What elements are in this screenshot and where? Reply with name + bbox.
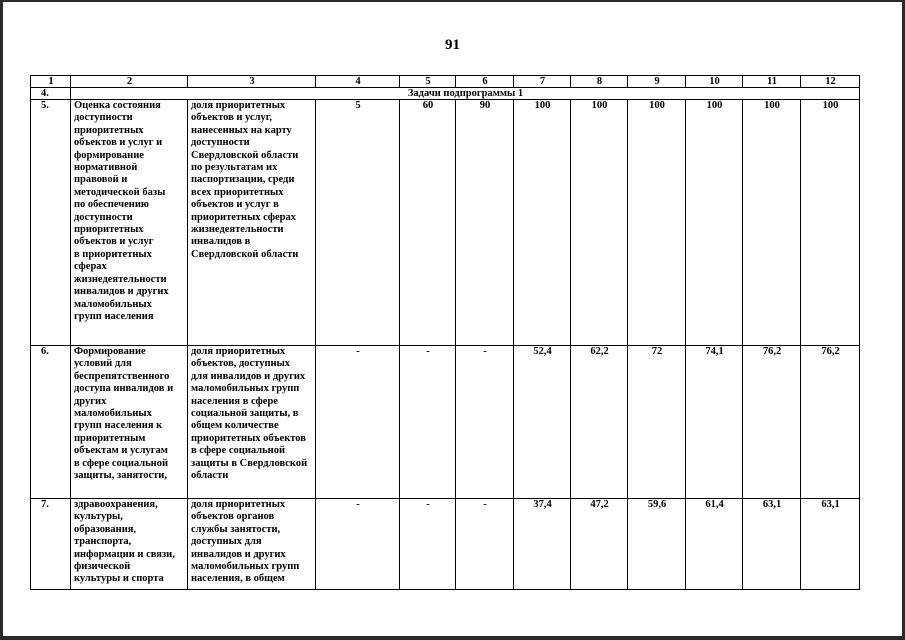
row-number: 6. [31, 346, 71, 499]
indicator-description: доля приоритетных объектов органов службы занятости, доступных для инвалидов и других маломобильных групп населения, в общем [188, 499, 316, 590]
header-cell: 7 [514, 76, 571, 88]
value-cell: 100 [514, 100, 571, 346]
value-cell: 62,2 [571, 346, 628, 499]
value-cell: 61,4 [686, 499, 743, 590]
value-cell: 90 [456, 100, 514, 346]
row-number: 4. [31, 88, 71, 100]
header-cell: 6 [456, 76, 514, 88]
value-cell: 60 [400, 100, 456, 346]
section-row [31, 88, 860, 100]
value-cell: 47,2 [571, 499, 628, 590]
value-cell: 63,1 [743, 499, 801, 590]
header-cell: 12 [801, 76, 860, 88]
header-cell: 5 [400, 76, 456, 88]
table-row [31, 100, 860, 346]
header-cell: 4 [316, 76, 400, 88]
value-cell: 100 [686, 100, 743, 346]
value-cell: - [316, 346, 400, 499]
value-cell: 63,1 [801, 499, 860, 590]
indicator-description: доля приоритетных объектов и услуг, нанесенных на карту доступности Свердловской области по результатам их паспортизации, среди всех приоритетных объектов и услуг в приоритетных сферах жизнедеятельности инвалидов в Свердловской области [188, 100, 316, 346]
row-number: 5. [31, 100, 71, 346]
header-cell: 9 [628, 76, 686, 88]
value-cell: 100 [801, 100, 860, 346]
task-description: здравоохранения, культуры, образования, транспорта, информации и связи, физической культуры и спорта [71, 499, 188, 590]
value-cell: 72 [628, 346, 686, 499]
section-title: Задачи подпрограммы 1 [71, 88, 860, 100]
header-row [31, 76, 860, 88]
value-cell: 100 [628, 100, 686, 346]
value-cell: - [316, 499, 400, 590]
header-cell: 2 [71, 76, 188, 88]
value-cell: 37,4 [514, 499, 571, 590]
value-cell: - [400, 346, 456, 499]
task-description: Оценка состояния доступности приоритетных объектов и услуг и формирование нормативной правовой и методической базы по обеспечению доступности приоритетных объектов и услуг в приоритетных сферах жизнедеятельности инвалидов и других маломобильных групп населения [71, 100, 188, 346]
value-cell: 74,1 [686, 346, 743, 499]
value-cell: 59,6 [628, 499, 686, 590]
value-cell: - [456, 346, 514, 499]
task-description: Формирование условий для беспрепятственного доступа инвалидов и других маломобильных групп населения к приоритетным объектам и услугам в сфере социальной защиты, занятости, [71, 346, 188, 499]
indicator-description: доля приоритетных объектов, доступных для инвалидов и других маломобильных групп населения в сфере социальной защиты, в общем количестве приоритетных объектов в сфере социальной защиты в Свердловской области [188, 346, 316, 499]
value-cell: - [456, 499, 514, 590]
header-cell: 3 [188, 76, 316, 88]
row-number: 7. [31, 499, 71, 590]
header-cell: 11 [743, 76, 801, 88]
value-cell: 100 [743, 100, 801, 346]
header-cell: 8 [571, 76, 628, 88]
value-cell: - [400, 499, 456, 590]
value-cell: 5 [316, 100, 400, 346]
value-cell: 76,2 [743, 346, 801, 499]
header-cell: 10 [686, 76, 743, 88]
table-row [31, 499, 860, 590]
value-cell: 52,4 [514, 346, 571, 499]
value-cell: 76,2 [801, 346, 860, 499]
table-row [31, 346, 860, 499]
scan-edge-top [0, 0, 905, 2]
header-cell: 1 [31, 76, 71, 88]
scan-edge-bottom [0, 636, 905, 640]
page-number: 91 [445, 37, 460, 53]
value-cell: 100 [571, 100, 628, 346]
indicators-table [30, 75, 860, 590]
scan-edge-left [0, 0, 3, 640]
